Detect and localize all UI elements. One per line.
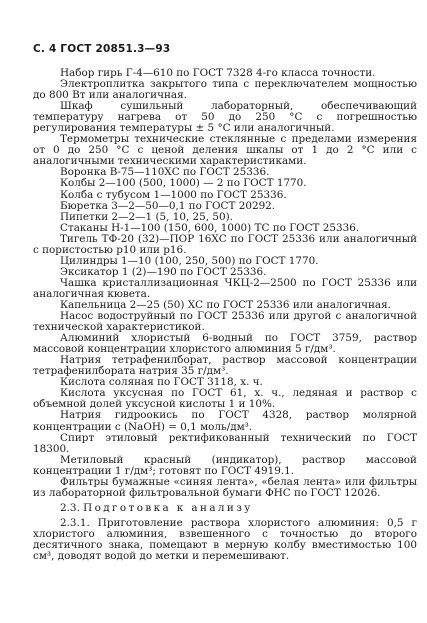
paragraph: Натрия тетрафенилборат, раствор массовой концентрации тетрафенилбората натрия 35 г/дм³. — [33, 354, 417, 378]
paragraph: Тигель ТФ-20 (32)—ПОР 16ХС по ГОСТ 25336 или аналогичный с пористостью р10 или р16. — [33, 232, 417, 256]
paragraph: Колба с тубусом 1—1000 по ГОСТ 25336. — [60, 188, 287, 201]
paragraph: Кислота соляная по ГОСТ 3118, х. ч. — [60, 376, 263, 389]
page-header: С. 4 ГОСТ 20851.3—93 — [33, 43, 171, 55]
paragraph: Пипетки 2—2—1 (5, 10, 25, 50). — [60, 210, 233, 223]
paragraph: Насос водоструйный по ГОСТ 25336 или другой с аналогичной технической характеристикой. — [33, 310, 417, 334]
paragraph: Электроплитка закрытого типа с переключателем мощностью до 800 Вт или аналогичная. — [33, 78, 417, 102]
paragraph: Стаканы Н-1—100 (150, 600, 1000) ТС по ГОСТ 25336. — [60, 221, 360, 234]
paragraph: Цилиндры 1—10 (100, 250, 500) по ГОСТ 1770. — [60, 254, 319, 267]
paragraph: Чашка кристаллизационная ЧКЦ-2—2500 по ГОСТ 25336 или аналогичная кювета. — [33, 276, 417, 300]
paragraph: Алюминий хлористый 6-водный по ГОСТ 3759, раствор массовой концентрации хлористого алюминия 5 г/дм³. — [33, 332, 417, 356]
document-body — [33, 68, 417, 562]
paragraph: Фильтры бумажные «синяя лента», «белая лента» или фильтры из лабораторной фильтровальной бумаги ФНС по ГОСТ 12026. — [33, 475, 417, 499]
paragraph: Шкаф сушильный лабораторный, обеспечивающий температуру нагрева от 50 до 250 °С с погрешностью регулирования температуры ± 5 °С или аналогичный. — [33, 100, 417, 135]
paragraph: Эксикатор 1 (2)—190 по ГОСТ 25336. — [60, 265, 267, 278]
paragraph: Колбы 2—100 (500, 1000) — 2 по ГОСТ 1770. — [60, 177, 307, 190]
clause-2-3-1: 2.3.1. Приготовление раствора хлористого алюминия: 0,5 г хлористого алюминия, взвешенного с точностью до второго десятичного знака, помещают в мерную колбу вместимостью 100 см³, доводят водой до метки и перемешивают. — [33, 516, 417, 563]
paragraph: Набор гирь Г-4—610 по ГОСТ 7328 4-го класса точности. — [60, 67, 376, 79]
paragraph: Натрия гидроокись по ГОСТ 4328, раствор молярной концентрации с (NaOH) = 0,1 моль/дм³. — [33, 409, 417, 433]
paragraph: Метиловый красный (индикатор), раствор массовой концентрации 1 г/дм³; готовят по ГОСТ 4919.1. — [33, 453, 417, 477]
paragraph: Капельница 2—25 (50) ХС по ГОСТ 25336 или аналогичная. — [60, 298, 391, 311]
section-title: Подготовка к анализу — [83, 501, 253, 514]
paragraph: Термометры технические стеклянные с пределами измерения от 0 до 250 °С с ценой деления шкалы от 1 до 2 °С или с аналогичными техническими характеристиками. — [33, 133, 417, 168]
paragraph: Спирт этиловый ректификованный технический по ГОСТ 18300. — [33, 431, 417, 455]
paragraph: Бюретка 3—2—50—0,1 по ГОСТ 20292. — [60, 199, 276, 212]
paragraph: Воронка В-75—110ХС по ГОСТ 25336. — [60, 166, 270, 179]
paragraph: Кислота уксусная по ГОСТ 61, х. ч., ледяная и раствор с объемной долей уксусной кислоты 1 и 10%. — [33, 387, 417, 411]
section-heading — [33, 503, 417, 514]
section-number: 2.3. — [60, 501, 80, 514]
